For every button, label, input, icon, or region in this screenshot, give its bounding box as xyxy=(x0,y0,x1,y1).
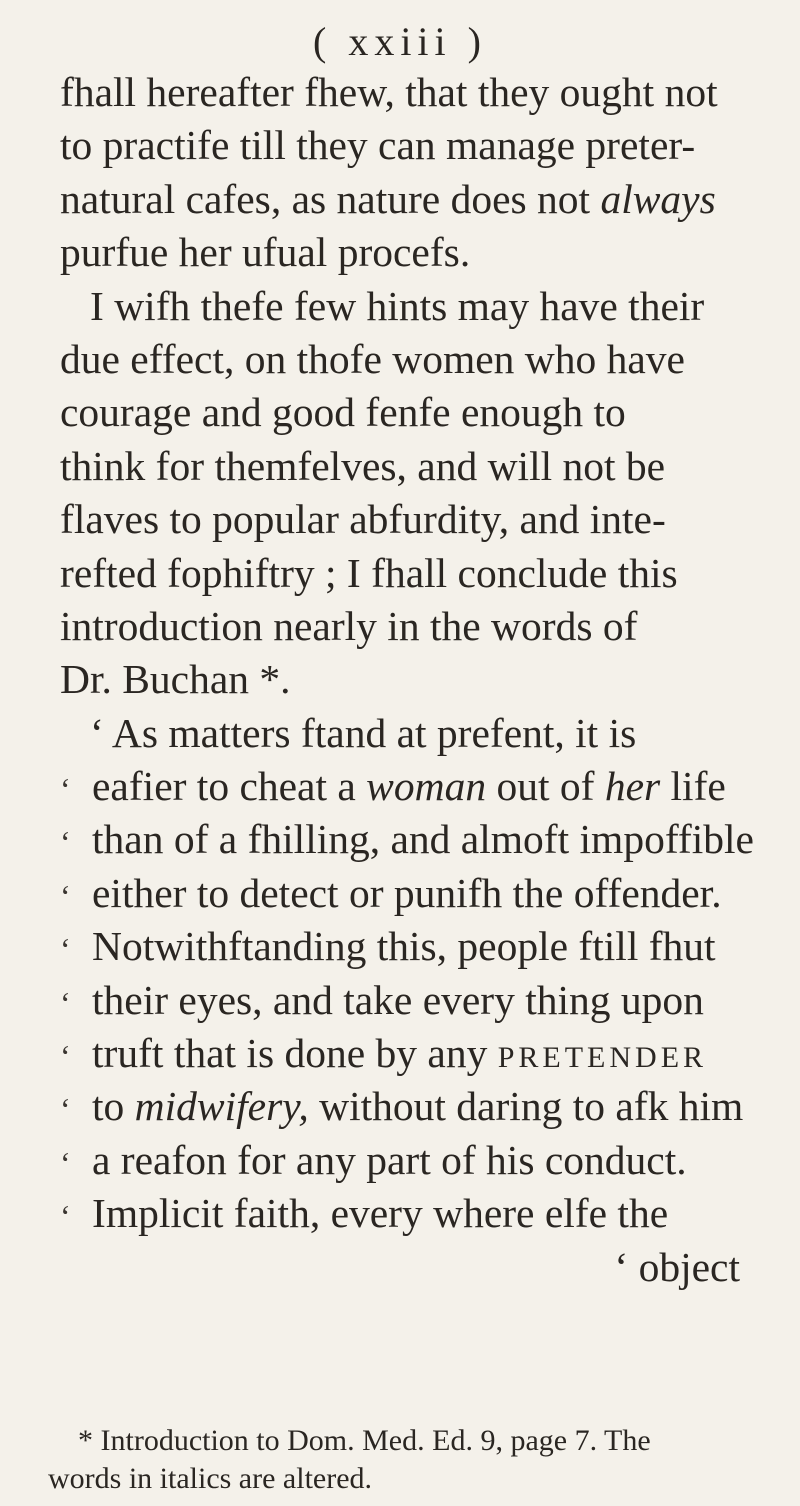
text-span: without daring to afk him xyxy=(319,1083,744,1130)
italic-word: always xyxy=(600,175,716,222)
text-line: think for themfelves, and will not be xyxy=(60,442,666,489)
quote-mark: ‘ xyxy=(60,1091,71,1128)
text-line xyxy=(60,760,780,813)
quote-mark: ‘ xyxy=(60,1144,71,1181)
text-span: a reafon for any part of his conduct. xyxy=(92,1136,687,1183)
text-span: either to detect or punifh the offender. xyxy=(92,869,722,916)
text-line: due effect, on thofe women who have xyxy=(60,335,685,382)
footnote xyxy=(48,1422,788,1498)
text-line xyxy=(60,974,780,1027)
text-line: introduction nearly in the words of xyxy=(60,602,638,649)
text-line: to practife till they can manage preter- xyxy=(60,122,696,169)
text-line xyxy=(60,813,780,866)
text-line xyxy=(60,173,780,226)
text-span: life xyxy=(670,763,726,810)
text-line xyxy=(60,920,780,973)
text-span: Implicit faith, every where elfe the xyxy=(92,1190,669,1237)
quote-mark: ‘ xyxy=(60,1038,71,1075)
quote-mark: ‘ xyxy=(60,771,71,808)
text-line xyxy=(60,867,780,920)
body-text xyxy=(60,66,780,1294)
text-span: Notwithftanding this, people ftill fhut xyxy=(92,923,716,970)
italic-word: midwifery, xyxy=(134,1083,309,1130)
text-line: courage and good fenfe enough to xyxy=(60,389,626,436)
text-line: refted fophiftry ; I fhall conclude this xyxy=(60,549,678,596)
quote-mark: ‘ xyxy=(60,1198,71,1235)
footnote-line: words in italics are altered. xyxy=(48,1462,373,1495)
quote-mark: ‘ xyxy=(60,984,71,1021)
quote-mark: ‘ xyxy=(60,877,71,914)
text-span: natural cafes, as nature does not xyxy=(60,175,591,222)
text-line: Dr. Buchan *. xyxy=(60,656,291,703)
italic-word: her xyxy=(604,763,661,810)
catchword: ‘ object xyxy=(614,1243,740,1290)
text-span: out of xyxy=(496,763,595,810)
text-span: to xyxy=(92,1083,125,1130)
text-line xyxy=(60,1187,780,1240)
page-number: ( xxiii ) xyxy=(313,19,487,64)
text-span: their eyes, and take every thing upon xyxy=(92,976,704,1023)
text-line xyxy=(60,1027,780,1080)
small-caps-word: PRETENDER xyxy=(497,1041,708,1075)
text-line xyxy=(60,1134,780,1187)
text-line: purfue her ufual procefs. xyxy=(60,229,471,276)
italic-word: woman xyxy=(366,763,487,810)
text-line: fhall hereafter fhew, that they ought not xyxy=(60,69,718,115)
text-line xyxy=(60,1080,780,1133)
text-span: truft that is done by any xyxy=(92,1030,488,1077)
text-line: I wifh thefe few hints may have their xyxy=(90,282,705,329)
footnote-line: * Introduction to Dom. Med. Ed. 9, page 7. The xyxy=(78,1424,651,1457)
text-span: than of a fhilling, and almoft impoffible xyxy=(92,816,754,863)
quote-mark: ‘ xyxy=(60,931,71,968)
text-line: ‘ As matters ftand at prefent, it is xyxy=(90,709,637,756)
text-line: flaves to popular abfurdity, and inte- xyxy=(60,496,666,543)
text-span: eafier to cheat a xyxy=(92,763,356,810)
quote-mark: ‘ xyxy=(60,824,71,861)
